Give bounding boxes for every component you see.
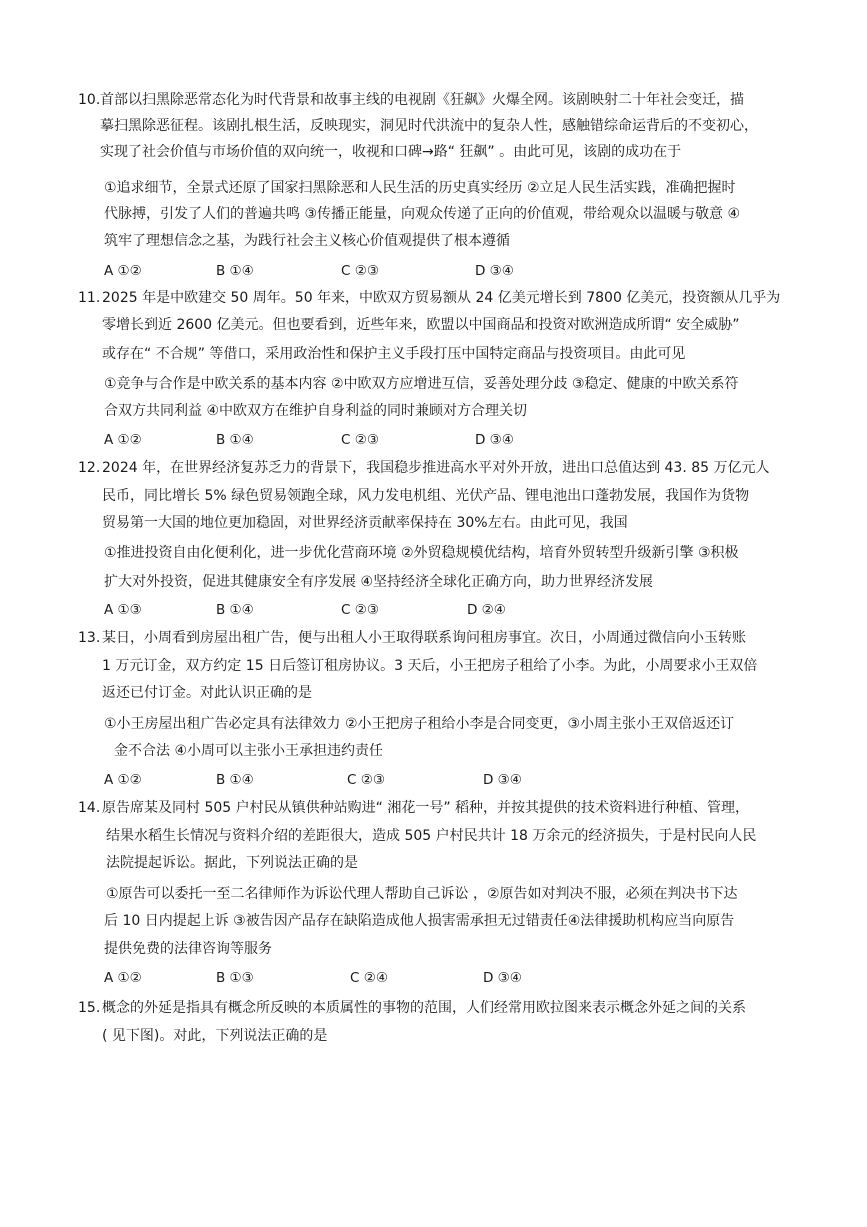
question-stem-line: 某日，小周看到房屋出租广告，便与出租人小王取得联系询问租房事宜。次日，小周通过微信向小玉转账 (102, 630, 746, 646)
option-a: A ①② (104, 772, 142, 788)
option-d: D ③④ (483, 970, 522, 986)
option-a: A ①② (104, 970, 142, 986)
question-stem-line: 民币，同比增长 5% 绿色贸易领跑全球，风力发电机组、光伏产品、锂电池出口蓬勃发展，我国作为货物 (102, 488, 750, 504)
option-d: D ②④ (467, 602, 506, 618)
statement-line: ①小王房屋出租广告必定具有法律效力 ②小王把房子租给小李是合同变更，③小周主张小王双倍返还订 (104, 716, 735, 732)
statement-line: ①原告可以委托一至二名律师作为诉讼代理人帮助自己诉讼 ，②原告如对判决不服，必须在判决书下达 (106, 886, 738, 902)
question-stem-line: 或存在“ 不合规” 等借口，采用政治性和保护主义手段打压中国特定商品与投资项目。由此可见 (102, 346, 686, 362)
answer-options (104, 600, 704, 620)
answer-options (104, 430, 704, 450)
option-c: C ②④ (350, 970, 388, 986)
question-stem-line: 法院提起诉讼。据此，下列说法正确的是 (106, 855, 358, 871)
option-d: D ③④ (483, 772, 522, 788)
option-b: B ①④ (216, 602, 254, 618)
question-number: 13. (78, 630, 101, 646)
statement-line: ①推进投资自由化便利化，进一步优化营商环境 ②外贸稳规模优结构，培育外贸转型升级新引擎 ③积极 (104, 545, 739, 561)
question-stem-line: 返还已付订金。对此认识正确的是 (102, 685, 312, 701)
option-a: A ①② (104, 432, 142, 448)
question-number: 12. (78, 460, 101, 476)
statement-line: 筑牢了理想信念之基，为践行社会主义核心价值观提供了根本遵循 (104, 233, 510, 249)
statement-line: 后 10 日内提起上诉 ③被告因产品存在缺陷造成他人损害需承担无过错责任④法律援助机构应当向原告 (104, 913, 735, 929)
question-number: 14. (78, 800, 101, 816)
option-c: C ②③ (347, 772, 385, 788)
statement-line: 代脉搏，引发了人们的普遍共鸣 ③传播正能量，向观众传递了正向的价值观，带给观众以温暖与敬意 ④ (104, 206, 740, 222)
question-number: 10. (78, 92, 101, 108)
question-stem-line: ( 见下图)。对此，下列说法正确的是 (102, 1028, 328, 1044)
statement-line: ①追求细节，全景式还原了国家扫黑除恶和人民生活的历史真实经历 ②立足人民生活实践，准确把握时 (104, 180, 736, 196)
statement-line: 提供免费的法律咨询等服务 (104, 941, 272, 957)
statement-line: 合双方共同利益 ④中欧双方在维护自身利益的同时兼顾对方合理关切 (104, 403, 527, 419)
statement-line: 金不合法 ④小周可以主张小王承担违约责任 (114, 743, 383, 759)
question-stem-line: 概念的外延是指具有概念所反映的本质属性的事物的范围，人们经常用欧拉图来表示概念外延之间的关系 (102, 1000, 746, 1016)
question-stem-line: 2024 年，在世界经济复苏乏力的背景下，我国稳步推进高水平对外开放，进出口总值达到 43. 85 万亿元人 (102, 460, 770, 476)
option-d: D ③④ (475, 432, 514, 448)
answer-options (104, 968, 704, 988)
question-stem-line: 原告席某及同村 505 户村民从镇供种站购进“ 湘花一号” 稻种，并按其提供的技术资料进行种植、管理， (102, 800, 750, 816)
option-a: A ①② (104, 263, 142, 279)
option-c: C ②③ (341, 432, 379, 448)
option-c: C ②③ (341, 263, 379, 279)
question-stem-line: 首部以扫黑除恶常态化为时代背景和故事主线的电视剧《狂飙》火爆全网。该剧映射二十年社会变迁，描 (100, 92, 744, 108)
answer-options (104, 261, 704, 281)
question-number: 11. (78, 290, 101, 306)
option-b: B ①④ (216, 263, 254, 279)
statement-line: ①竞争与合作是中欧关系的基本内容 ②中欧双方应增进互信，妥善处理分歧 ③稳定、健康的中欧关系符 (104, 376, 739, 392)
question-stem-line: 结果水稻生长情况与资料介绍的差距很大，造成 505 户村民共计 18 万余元的经济损失，于是村民向人民 (106, 828, 757, 844)
question-stem-line: 1 万元订金，双方约定 15 日后签订租房协议。3 天后，小王把房子租给了小李。为此，小周要求小王双倍 (102, 658, 758, 674)
option-c: C ②③ (341, 602, 379, 618)
question-number: 15. (78, 1000, 101, 1016)
statement-line: 扩大对外投资，促进其健康安全有序发展 ④坚持经济全球化正确方向，助力世界经济发展 (104, 574, 653, 590)
option-b: B ①④ (216, 772, 254, 788)
question-stem-line: 摹扫黑除恶征程。该剧扎根生活，反映现实，洞见时代洪流中的复杂人性，感触错综命运背后的不变初心， (100, 118, 758, 134)
option-b: B ①④ (216, 432, 254, 448)
question-stem-line: 实现了社会价值与市场价值的双向统一，收视和口碑→路“ 狂飙” 。由此可见，该剧的成功在于 (100, 144, 682, 160)
question-stem-line: 零增长到近 2600 亿美元。但也要看到，近些年来，欧盟以中国商品和投资对欧洲造成所谓“ 安全威胁” (102, 317, 740, 333)
option-d: D ③④ (475, 263, 514, 279)
option-a: A ①③ (104, 602, 142, 618)
question-stem-line: 贸易第一大国的地位更加稳固，对世界经济贡献率保持在 30%左右。由此可见，我国 (102, 515, 628, 531)
question-stem-line: 2025 年是中欧建交 50 周年。50 年来，中欧双方贸易额从 24 亿美元增长到 7800 亿美元，投资额从几乎为 (102, 290, 781, 306)
answer-options (104, 770, 704, 790)
option-b: B ①③ (216, 970, 254, 986)
